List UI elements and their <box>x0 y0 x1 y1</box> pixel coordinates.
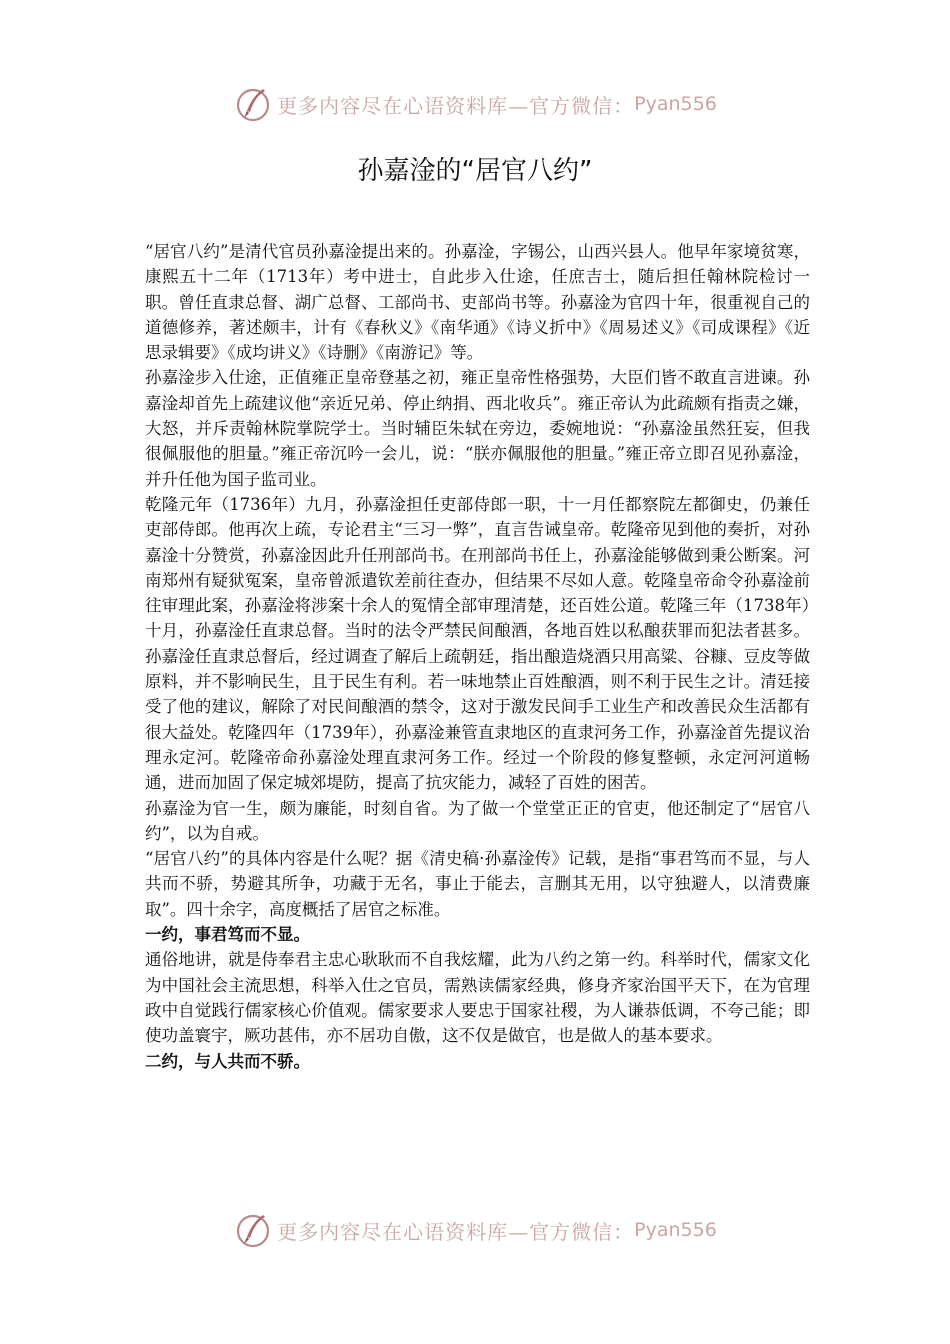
header-watermark <box>0 82 950 126</box>
paragraph: 通俗地讲，就是侍奉君主忠心耿耿而不自我炫耀，此为八约之第一约。科举时代，儒家文化为中国社会主流思想，科举入仕之官员，需熟读儒家经典，修身齐家治国平天下，在为官理政中自觉践行儒家核心价值观。儒家要求人要忠于国家社稷，为人谦恭低调，不夸己能；即使功盖寰宇，厥功甚伟，亦不居功自傲，这不仅是做官，也是做人的基本要求。 <box>145 950 810 1046</box>
watermark-wechat-id: Pyan556 <box>634 1219 717 1241</box>
paragraph: 孙嘉淦步入仕途，正值雍正皇帝登基之初，雍正皇帝性格强势，大臣们皆不敢直言进谏。孙嘉淦却首先上疏建议他“亲近兄弟、停止纳捐、西北收兵”。雍正帝认为此疏颇有指责之嫌，大怒，并斥责翰林院掌院学士。当时辅臣朱轼在旁边，委婉地说：“孙嘉淦虽然狂妄，但我很佩服他的胆量。”雍正帝沉吟一会儿，说：“朕亦佩服他的胆量。”雍正帝立即召见孙嘉淦，并升任他为国子监司业。 <box>145 368 810 489</box>
paragraph: 乾隆元年（1736年）九月，孙嘉淦担任吏部侍郎一职，十一月任都察院左都御史，仍兼任吏部侍郎。他再次上疏，专论君主“三习一弊”，直言告诫皇帝。乾隆帝见到他的奏折，对孙嘉淦十分赞赏，孙嘉淦因此升任刑部尚书。在刑部尚书任上，孙嘉淦能够做到秉公断案。河南郑州有疑狱冤案，皇帝曾派遣钦差前往查办，但结果不尽如人意。乾隆皇帝命令孙嘉淦前往审理此案，孙嘉淦将涉案十余人的冤情全部审理清楚，还百姓公道。乾隆三年（1738年）十月，孙嘉淦任直隶总督。当时的法令严禁民间酿酒，各地百姓以私酿获罪而犯法者甚多。孙嘉淦任直隶总督后，经过调查了解后上疏朝廷，指出酿造烧酒只用高粱、谷糠、豆皮等做原料，并不影响民生，且于民生有利。若一味地禁止百姓酿酒，则不利于民生之计。清廷接受了他的建议，解除了对民间酿酒的禁令，这对于激发民间手工业生产和改善民众生活都有很大益处。乾隆四年（1739年），孙嘉淦兼管直隶地区的直隶河务工作，孙嘉淦首先提议治理永定河。乾隆帝命孙嘉淦处理直隶河务工作。经过一个阶段的修复整顿，永定河河道畅通，进而加固了保定城郊堤防，提高了抗灾能力，减轻了百姓的困苦。 <box>145 494 810 793</box>
quill-pen-icon <box>233 1210 273 1250</box>
footer-watermark <box>0 1208 950 1252</box>
watermark-text: 更多内容尽在心语资料库—官方微信： <box>277 93 635 118</box>
paragraph: “居官八约”的具体内容是什么呢？据《清史稿·孙嘉淦传》记载，是指“事君笃而不显，与人共而不骄，势避其所争，功藏于无名，事止于能去，言删其无用，以守独避人，以清费廉取”。四十余字，高度概括了居官之标准。 <box>145 849 810 919</box>
section-heading: 一约，事君笃而不显。 <box>145 925 310 945</box>
paragraph: “居官八约”是清代官员孙嘉淦提出来的。孙嘉淦，字锡公，山西兴县人。他早年家境贫寒，康熙五十二年（1713年）考中进士，自此步入仕途，任庶吉士，随后担任翰林院检讨一职。曾任直隶总督、湖广总督、工部尚书、吏部尚书等。孙嘉淦为官四十年，很重视自己的道德修养，著述颇丰，计有《春秋义》《南华通》《诗义折中》《周易述义》《司成课程》《近思录辑要》《成均讲义》《诗删》《南游记》等。 <box>145 242 810 363</box>
quill-pen-icon <box>233 84 273 124</box>
paragraph: 孙嘉淦为官一生，颇为廉能，时刻自省。为了做一个堂堂正正的官吏，他还制定了“居官八约”，以为自戒。 <box>145 798 810 843</box>
article-body <box>145 239 810 1074</box>
section-heading: 二约，与人共而不骄。 <box>145 1051 310 1071</box>
watermark-text: 更多内容尽在心语资料库—官方微信： <box>277 1219 635 1244</box>
watermark-wechat-id: Pyan556 <box>634 93 717 115</box>
page-title: 孙嘉淦的“居官八约” <box>357 156 593 186</box>
